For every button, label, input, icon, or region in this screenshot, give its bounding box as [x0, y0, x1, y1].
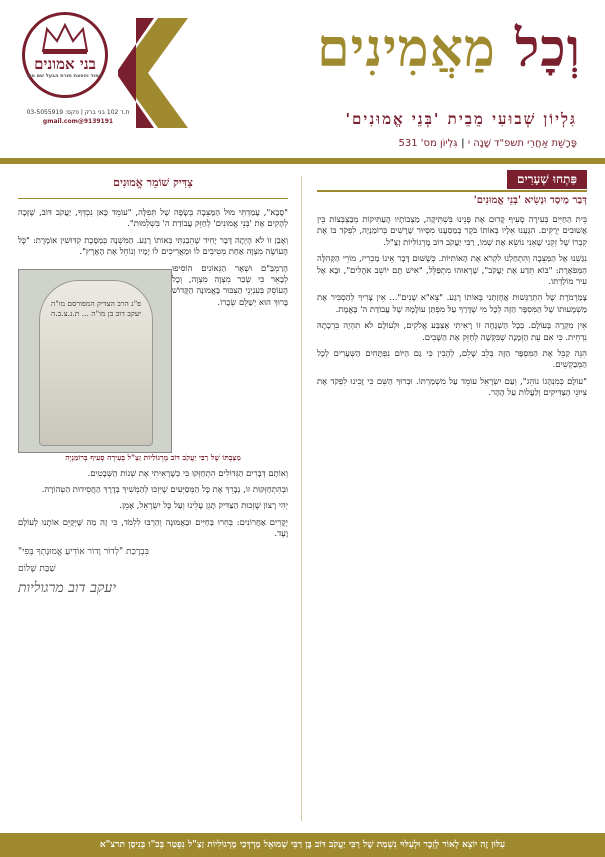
section-header-left: [18, 170, 288, 199]
gravestone: [39, 280, 153, 446]
article-paragraph: "עוֹלָם כְּמִנְהָגוֹ נוֹהֵג", וְעַם יִשְׂרָאֵל עוֹמֵד עַל מִשְׁמַרְתּוֹ. וּבְרוּךְ הַשֵּׁם כִּי זָכִינוּ לִפְקֹד אֶת צִיּוּנֵי הַצַּדִּיקִים וְלַעֲלוֹת עַל הָהָר.: [317, 375, 587, 398]
title-part1: וְכָל: [514, 18, 581, 79]
article-paragraph: יְהִי רָצוֹן שֶׁזְּכוּת הַצַּדִּיק תָּגֵן עָלֵינוּ וְעַל כָּל יִשְׂרָאֵל, אָמֵן.: [119, 500, 288, 511]
article-paragraph: צָמַרְמֹרֶת שֶׁל הִתְרַגְּשׁוּת אֲחָזַתְנִי בְּאוֹתוֹ רֶגַע. "צֵא"א שָׁנִים"... אֵין צָרִיךְ לְהַסְבִּיר אֶת מַשְׁמָעוּתוֹ שֶׁל הַמִּסְפָּר הַזֶּה לְכָל מִי שֶׁדָּרַךְ עַל מִפְתַּן עוֹלָמָהּ שֶׁל עֲבוֹדַת ה' בָּאֱמֶת.: [317, 292, 587, 314]
article-paragraph: וְאָבַן זוֹ לֹא הָיְתָה דָּבָר יָחִיד שֶׁהֵבַנְתִּי בְּאוֹתוֹ רֶגַע. הַמִּשְׁנָה בְּמַסֶּכֶת קִדּוּשִׁין אוֹמֶרֶת: "כָּל הָעוֹשֶׂה מִצְוָה אַחַת מְטִיבִים לוֹ וּמַאֲרִיכִים לוֹ יָמָיו וְנוֹחֵל אֶת הָאָרֶץ".: [18, 234, 288, 257]
left-column: [18, 170, 288, 818]
photo-caption: מַצַּבְתּוֹ שֶׁל רַבִּי יַעֲקֹב דּוֹב מָרְגוֹלִיוֹת זַצַ"ל בְּעִירָה סָעִיף בְּרוֹמַנְיָה: [65, 452, 241, 462]
right-column: [317, 170, 587, 818]
logo-name: בני אמונים: [34, 55, 96, 73]
section-title: צַדִּיק שׁוֹמֵר אֱמוּנִים: [113, 176, 193, 189]
column-divider: [301, 176, 302, 821]
article-paragraph: וְאוֹתָם דְּבָרִים הַגְּדוֹלִים הִתְחַזְּקוּ בִּי כְּשֶׁרָאִיתִי אֶת שְׁנוֹת הַשְּׁבָטִים.: [87, 467, 288, 478]
author-signature: יעקב דוב מרגוליות: [18, 579, 117, 596]
article-paragraph: הִנֵּה קַבֵּל אֶת הַמִּסְפָּר הַזֶּה בְּלֵב שָׁלֵם, לְהָבִין כִּי גַם הַיּוֹם נִפְתָּחִים הַשְּׁעָרִים לְכָל הַמְּבַקְשִׁים.: [317, 348, 587, 370]
issue-number: גִּלְיוֹן מס' 531: [398, 138, 458, 149]
article-paragraph: "סָבָא", עָמַדְתִּי מוּל הַמַּצֵּבָה בְּשָׂפָה שֶׁל תְּפִלָּה, "עוֹמֵד כָּאן נִכְדְּךָ, יַעֲקֹב דּוֹב, שֶׁזָּכָה לְהָקִים אֶת 'בְּנֵי אֱמוּנִים' לְחַזֵּק עֲבוֹדַת ה' בִּשְׁלֵמוּת".: [18, 207, 288, 229]
article-paragraph: נִגַּשְׁנוּ אֶל הַמַּצֵּבָה וְהִתְחַלְנוּ לִקְרֹא אֶת הָאוֹתִיּוֹת. כְּשֶׁשּׁוּם דָּבָר אֵינוֹ מַכְרִיז, מוֹרֵי הַקְּהִלָּה הַמְּפֹאֶרֶת: "בּוֹא תֵּדַע אֶת יַעֲקֹב", שֶׁרָאוּהוּ מִתְפַּלֵּל, "אִישׁ תָּם יוֹשֵׁב אֹהָלִים", וּבָא אֶל עִיר מוֹלַדְתּוֹ.: [317, 253, 587, 287]
article-paragraph: וּבְהִתְחַזְּקוּת זוֹ, נְבָרֵךְ אֶת כָּל הַמְּסַיְּעִים שֶׁיִּזְכּוּ לְהַמְשִׁיךְ בְּדֶרֶךְ הַחֲסִידוּת הַטְּהוֹרָה.: [41, 484, 288, 495]
logo: [22, 12, 108, 98]
section-title: פַּתְחוּ שְׁעָרִים: [507, 170, 587, 189]
article-paragraph: אֵין מִקְרֶה בָּעוֹלָם. בְּכָל הַשְׁגָּחָה זוֹ רָאִיתִי אֶצְבַּע אֱלֹקִים, וּלְעוֹלָם לֹא תִהְיֶה בִּרְכָתָהּ נִדְחֵית. כִּי אִם עֵת הַזְּמָנָה שֶׁבִּקְּשָׁה לְחַזֵּק אֶת הַשָּׁבִים.: [317, 320, 587, 342]
title-part2: מַאֲמִינִים: [317, 18, 496, 79]
header-divider: [0, 158, 605, 164]
section-subtitle: דְּבַר מַיסַד וּנְשִׂיא 'בְּנֵי אֱמוּנִים': [317, 190, 587, 206]
issue-line: פָּרָשַׁת אַחֲרֵי תשפ"ד שָׁנָה י | גִּלְיוֹן מס' 531: [398, 138, 577, 149]
article-paragraph: הָרַמְבַּ"ם וּשְׁאָר הַגְּאוֹנִים הוֹסִיפוּ לְבָאֵר כִּי שְׂכַר מִצְוָה מִצְוָה, וְכָל הָעוֹסֵק בְּעִנְיְנֵי הַצִּבּוּר בֶּאֱמוּנָה הַקָּדוֹשׁ בָּרוּךְ הוּא יְשַׁלֵּם שְׂכָרוֹ.: [172, 262, 288, 307]
parasha-label: פָּרָשַׁת אַחֲרֵי תשפ"ד שָׁנָה י: [467, 138, 577, 149]
logo-tagline: לימוד והפצת תורת הבעל שם טוב: [26, 73, 104, 79]
dedication-footer: עִלּוּן זֶה יוֹצֵא לְאוֹר לְזֵכֶר וּלְעִלּוּי נִשְׁמַת שֶׁל רַבִּי יַעֲקֹב דּוֹב בֶּן רַבִּי שְׁמוּאֵל מָרְדְּכַי מָרְגוֹלִיוֹת זַצַ"ל נִפְטַר בְּכ"ו בְּנִיסָן תרצ"א: [0, 833, 605, 857]
section-header-right: [317, 170, 587, 214]
article-paragraph: בֵּית הַחַיִּים בְּעִירָה סָעִיף קָדוּם אֶת פָּנֵינוּ בִּשְׁתִּיקָה, מַצְבוֹתָיו הָעַתִּיקוֹת מְבַצְבְּצוֹת בֵּין אֲשׁוּבִים יְרֻקִּים. הִגַּעְנוּ אֵלָיו בְּאוֹתוֹ בֹּקֶר בְּמַסְעָנוּ מִסְּיוּר שָׁרָשִׁים בְּרוֹמַנְיָה, לִפְקֹד בּוֹ אֶת קִבְרוֹ שֶׁל זְקֵנִי שֶׁאֵנִי נוֹשֵׂא אֶת שְׁמוֹ, רַבִּי יַעֲקֹב דּוֹב מָרְגוֹלִיוֹת זַצַ"ל.: [317, 214, 587, 247]
crown-icon: [39, 21, 91, 55]
masthead-title: [317, 18, 581, 79]
masthead: [0, 0, 605, 162]
gravestone-inscription: פ"נ הרב הצדיק המפורסם מו"ה יעקב דוב בן מו"ה ... ת.נ.צ.ב.ה: [50, 298, 142, 318]
contact-email: 9139191@gmail.com: [42, 118, 114, 125]
contact-address: ת.ד 102 בני ברק | פקס: 03-5055919: [26, 109, 130, 116]
article-paragraph: יְקָרִים אַחֲרוֹנִים: בְּחִרוּ בַּחַיִּים וּבַאֲמוּנָה וְהַרְבּוּ לִלְמֹד, כִּי זֶה מַה שֶּׁיְּקַיֵּם אוֹתָנוּ לְעוֹלָם וָעֶד.: [18, 516, 288, 539]
contact-info: [8, 108, 148, 126]
gravestone-photo: [18, 269, 172, 453]
closing-blessing: בִּבְרָכַת "לְדוֹר וָדוֹר אוֹדִיעַ אֱמוּנָתְךָ בְּפִי": [18, 546, 149, 557]
masthead-subtitle: גִּלְיוֹן שְׁבוּעִי מֵבֵית 'בְּנֵי אֱמוּנִים': [345, 110, 577, 128]
closing-shabbat: שַׁבַּת שָׁלוֹם: [18, 563, 56, 574]
